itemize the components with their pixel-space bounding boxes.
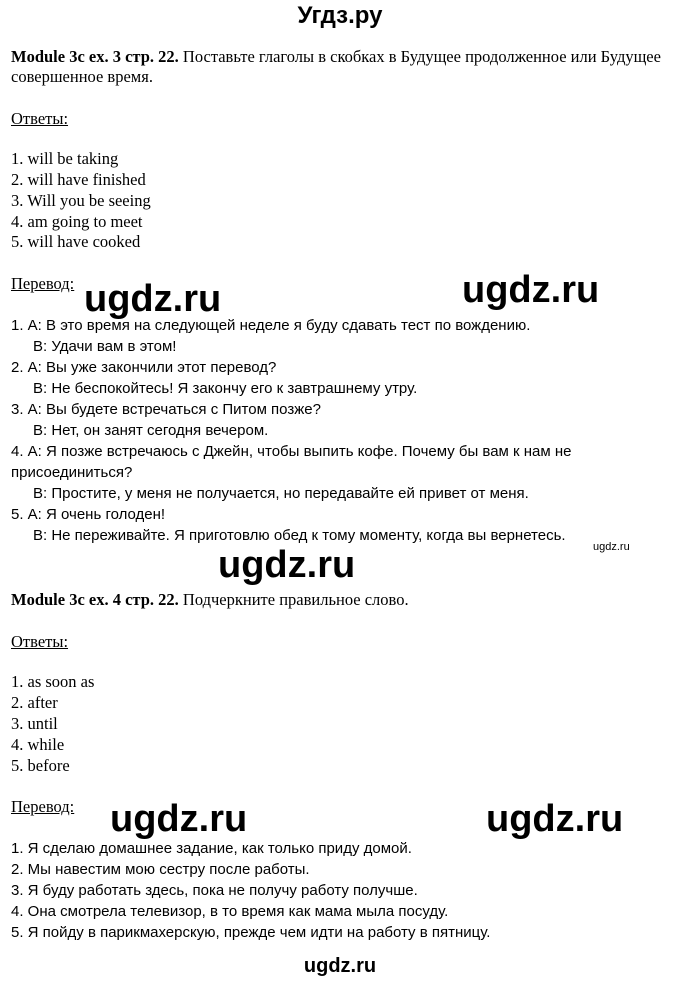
translation-line: 4. А: Я позже встречаюсь с Джейн, чтобы выпить кофе. Почему бы вам к нам не <box>11 443 572 460</box>
watermark: ugdz.ru <box>110 798 248 840</box>
answer-line: 3. Will you be seeing <box>11 191 151 210</box>
translation-line: В: Не беспокойтесь! Я закончу его к завтрашнему утру. <box>33 380 418 397</box>
translation-line: 2. Мы навестим мою сестру после работы. <box>11 861 310 878</box>
site-footer: ugdz.ru <box>303 955 377 977</box>
translation-line: 3. А: Вы будете встречаться с Питом позже? <box>11 401 321 418</box>
answer-line: 2. will have finished <box>11 170 146 189</box>
exercise-3-heading: Module 3c ex. 3 стр. 22. <box>11 47 179 66</box>
site-title: Угдз.ру <box>297 2 383 29</box>
translation-line: присоединиться? <box>11 464 133 481</box>
translation-line: 4. Она смотрела телевизор, в то время как мама мыла посуду. <box>11 903 449 920</box>
translation-line: 5. Я пойду в парикмахерскую, прежде чем идти на работу в пятницу. <box>11 924 491 941</box>
answer-line: 5. before <box>11 756 70 775</box>
answer-line: 1. as soon as <box>11 672 95 691</box>
answer-line: 4. am going to meet <box>11 212 143 231</box>
answer-line: 2. after <box>11 693 58 712</box>
watermark: ugdz.ru <box>84 278 222 320</box>
translation-line: В: Простите, у меня не получается, но передавайте ей привет от меня. <box>33 485 529 502</box>
translation-line: 1. А: В это время на следующей неделе я буду сдавать тест по вождению. <box>11 317 531 334</box>
answer-line: 1. will be taking <box>11 149 119 168</box>
exercise-4-instruction: Подчеркните правильное слово. <box>182 590 409 609</box>
answers-label-2: Ответы: <box>11 632 69 651</box>
watermark: ugdz.ru <box>462 269 600 311</box>
translation-line: 1. Я сделаю домашнее задание, как только приду домой. <box>11 840 412 857</box>
translation-line: В: Удачи вам в этом! <box>33 338 177 355</box>
watermark: ugdz.ru <box>486 798 624 840</box>
translation-line: 3. Я буду работать здесь, пока не получу работу получше. <box>11 882 418 899</box>
answer-line: 3. until <box>11 714 58 733</box>
watermark: ugdz.ru <box>218 544 356 586</box>
translation-label-2: Перевод: <box>11 797 75 816</box>
watermark-small: ugdz.ru <box>593 541 630 553</box>
translation-line: 5. А: Я очень голоден! <box>11 506 166 523</box>
answer-line: 4. while <box>11 735 65 754</box>
answer-line: 5. will have cooked <box>11 232 141 251</box>
translation-line: 2. А: Вы уже закончили этот перевод? <box>11 359 277 376</box>
translation-label-1: Перевод: <box>11 274 75 293</box>
answers-label-1: Ответы: <box>11 109 69 128</box>
exercise-4-task <box>11 590 671 610</box>
exercise-3-task <box>11 47 671 87</box>
exercise-4-heading: Module 3c ex. 4 стр. 22. <box>11 590 179 609</box>
exercise-3-instruction: Поставьте глаголы в скобках в Будущее продолженное или Будущее совершенное время. <box>11 47 661 86</box>
translation-line: В: Не переживайте. Я приготовлю обед к тому моменту, когда вы вернетесь. <box>33 527 566 544</box>
translation-line: В: Нет, он занят сегодня вечером. <box>33 422 269 439</box>
